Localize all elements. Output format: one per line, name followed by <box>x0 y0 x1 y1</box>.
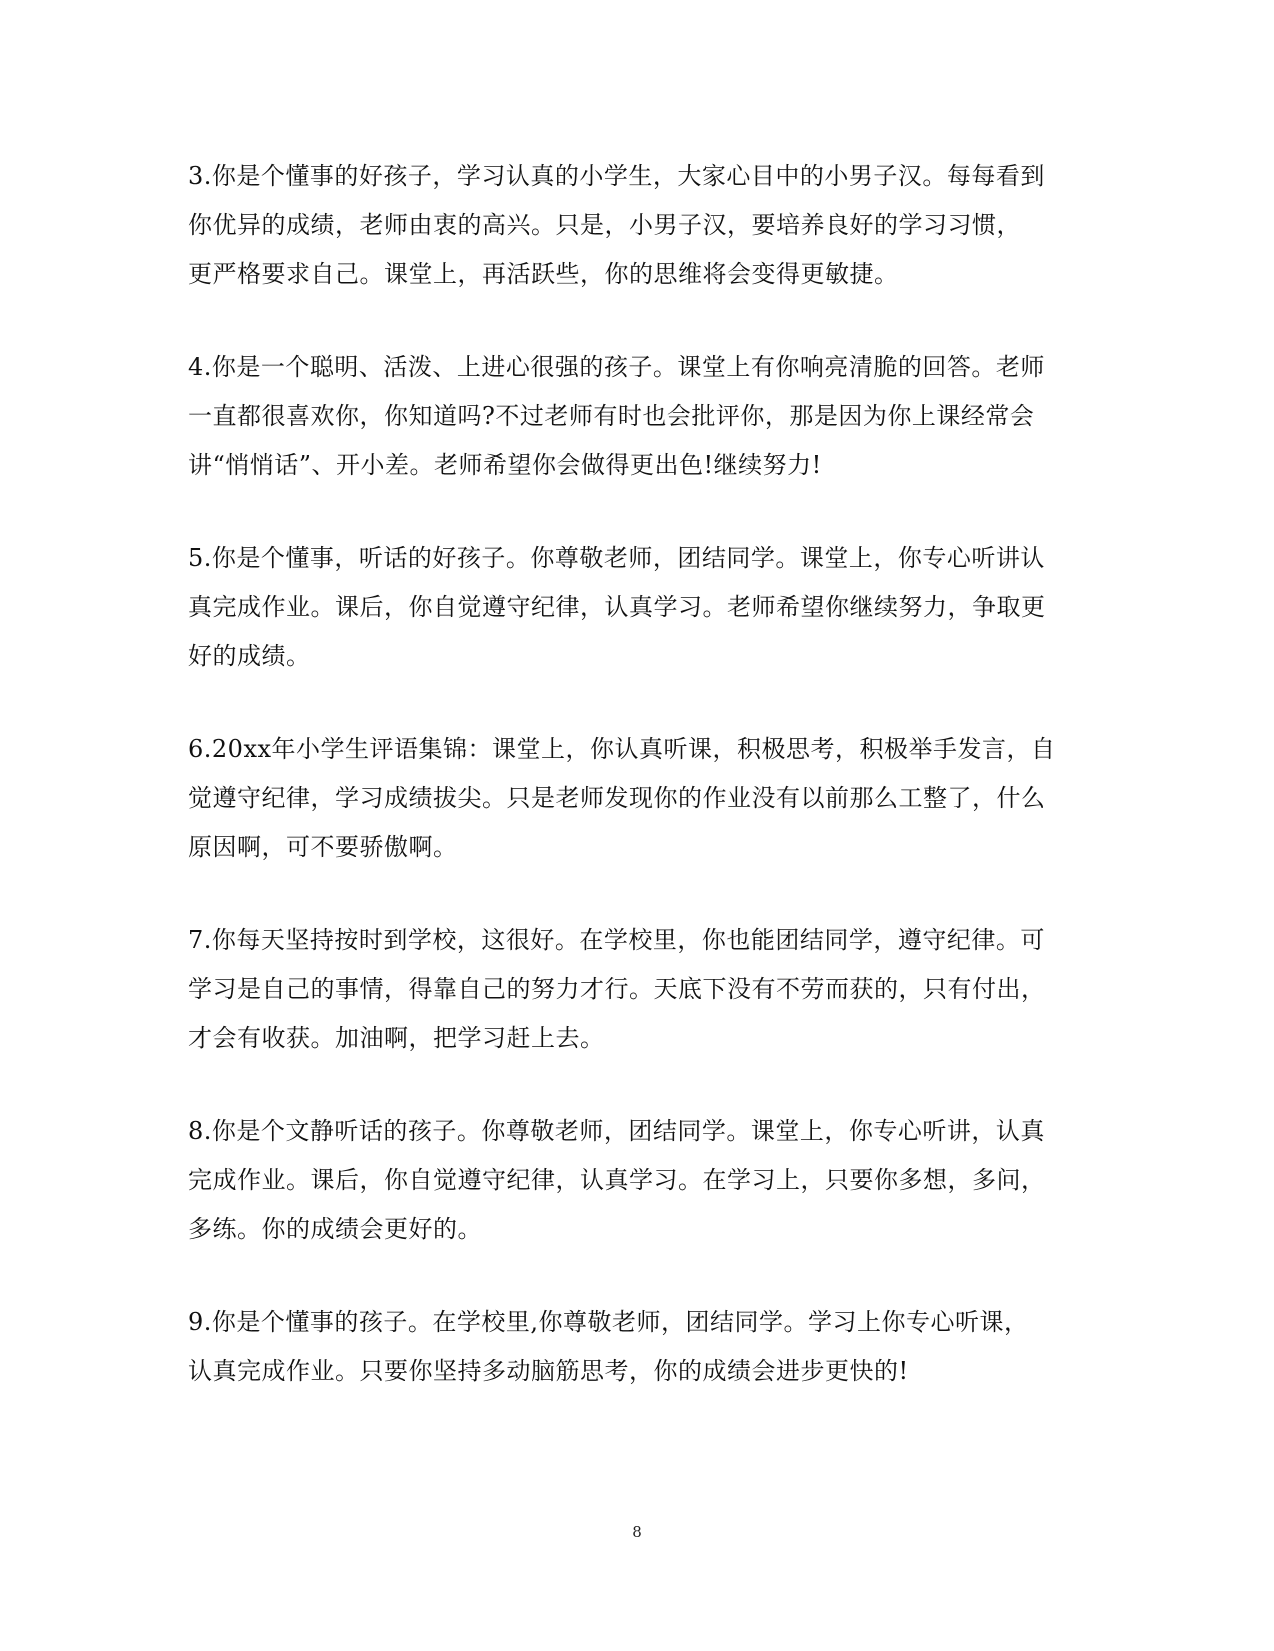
document-body <box>188 152 1056 1440</box>
paragraph-8 <box>188 1107 1048 1254</box>
paragraph-line: 一直都很喜欢你，你知道吗?不过老师有时也会批评你，那是因为你上课经常会 <box>188 402 1035 430</box>
paragraph-line: 6.20xx年小学生评语集锦：课堂上，你认真听课，积极思考，积极举手发言，自 <box>188 735 1056 763</box>
paragraph-line: 你优异的成绩，老师由衷的高兴。只是，小男子汉，要培养良好的学习习惯， <box>188 211 1021 239</box>
paragraph-line: 3.你是个懂事的好孩子，学习认真的小学生，大家心目中的小男子汉。每每看到 <box>188 162 1045 190</box>
paragraph-line: 原因啊，可不要骄傲啊。 <box>188 833 458 861</box>
page-number: 8 <box>632 1523 642 1541</box>
paragraph-9 <box>188 1298 1048 1396</box>
paragraph-7 <box>188 916 1048 1063</box>
paragraph-line: 完成作业。课后，你自觉遵守纪律，认真学习。在学习上，只要你多想，多问， <box>188 1166 1046 1194</box>
paragraph-6 <box>188 725 1056 872</box>
paragraph-line: 学习是自己的事情，得靠自己的努力才行。天底下没有不劳而获的，只有付出， <box>188 975 1046 1003</box>
paragraph-line: 8.你是个文静听话的孩子。你尊敬老师，团结同学。课堂上，你专心听讲，认真 <box>188 1117 1045 1145</box>
paragraph-line: 才会有收获。加油啊，把学习赶上去。 <box>188 1024 605 1052</box>
paragraph-line: 4.你是一个聪明、活泼、上进心很强的孩子。课堂上有你响亮清脆的回答。老师 <box>188 353 1045 381</box>
paragraph-line: 好的成绩。 <box>188 642 311 670</box>
paragraph-line: 认真完成作业。只要你坚持多动脑筋思考，你的成绩会进步更快的! <box>188 1357 909 1385</box>
paragraph-line: 多练。你的成绩会更好的。 <box>188 1215 482 1243</box>
paragraph-3 <box>188 152 1048 299</box>
paragraph-line: 7.你每天坚持按时到学校，这很好。在学校里，你也能团结同学，遵守纪律。可 <box>188 926 1045 954</box>
paragraph-line: 5.你是个懂事，听话的好孩子。你尊敬老师，团结同学。课堂上，你专心听讲认 <box>188 544 1045 572</box>
paragraph-line: 讲“悄悄话”、开小差。老师希望你会做得更出色!继续努力! <box>188 451 822 479</box>
paragraph-line: 觉遵守纪律，学习成绩拔尖。只是老师发现你的作业没有以前那么工整了，什么 <box>188 784 1046 812</box>
paragraph-line: 真完成作业。课后，你自觉遵守纪律，认真学习。老师希望你继续努力，争取更 <box>188 593 1046 621</box>
paragraph-line: 更严格要求自己。课堂上，再活跃些，你的思维将会变得更敏捷。 <box>188 260 899 288</box>
paragraph-4 <box>188 343 1048 490</box>
paragraph-line: 9.你是个懂事的孩子。在学校里,你尊敬老师，团结同学。学习上你专心听课， <box>188 1308 1029 1336</box>
paragraph-5 <box>188 534 1048 681</box>
